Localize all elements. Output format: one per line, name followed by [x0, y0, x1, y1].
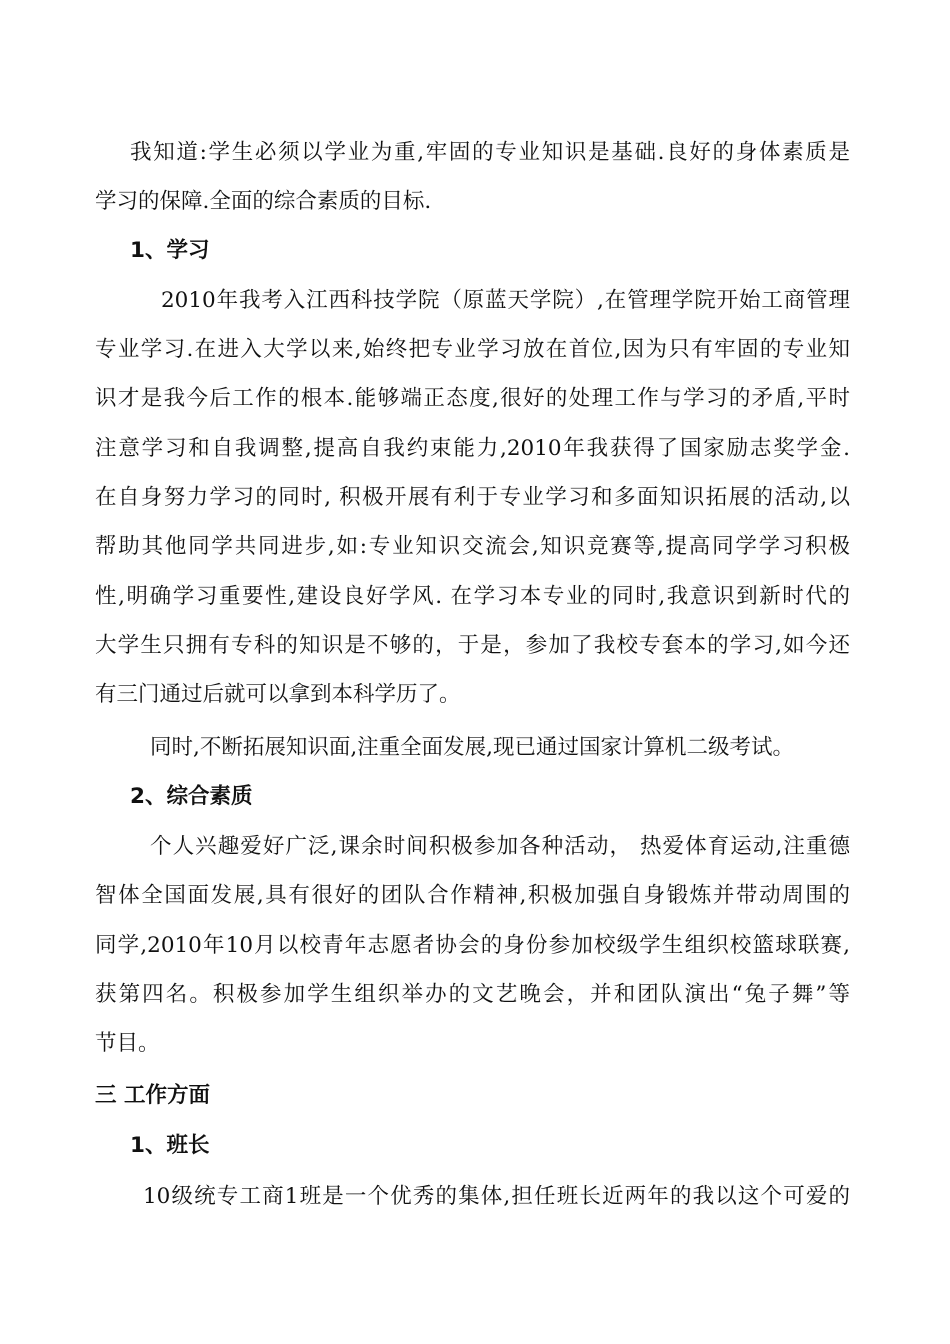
study-line-5: 在自身努力学习的同时, 积极开展有利于专业学习和多面知识拓展的活动,以 — [95, 485, 850, 510]
section-heading-monitor: 1、班长 — [130, 1133, 210, 1158]
intro-line-2: 学习的保障.全面的综合素质的目标. — [95, 189, 432, 214]
study-line-9: 有三门通过后就可以拿到本科学历了。 — [95, 682, 461, 707]
section-heading-quality: 2、综合素质 — [130, 784, 253, 809]
section-heading-study: 1、学习 — [130, 238, 210, 263]
monitor-line-1: 10级统专工商1班是一个优秀的集体,担任班长近两年的我以这个可爱的 — [143, 1184, 850, 1209]
quality-line-2: 智体全国面发展,具有很好的团队合作精神,积极加强自身锻炼并带动周围的 — [95, 883, 850, 908]
intro-line-1: 我知道:学生必须以学业为重,牢固的专业知识是基础.良好的身体素质是 — [130, 140, 850, 165]
study-line-8: 大学生只拥有专科的知识是不够的，于是，参加了我校专套本的学习,如今还 — [95, 633, 850, 658]
computer-exam-line: 同时,不断拓展知识面,注重全面发展,现已通过国家计算机二级考试。 — [150, 735, 795, 760]
study-line-6: 帮助其他同学共同进步,如:专业知识交流会,知识竞赛等,提高同学学习积极 — [95, 534, 850, 559]
quality-line-4: 获第四名。积极参加学生组织举办的文艺晚会，并和团队演出“兔子舞”等 — [95, 982, 850, 1007]
study-line-7: 性,明确学习重要性,建设良好学风. 在学习本专业的同时,我意识到新时代的 — [95, 584, 850, 609]
quality-line-5: 节目。 — [95, 1031, 160, 1056]
study-line-2: 专业学习.在进入大学以来,始终把专业学习放在首位,因为只有牢固的专业知 — [95, 337, 850, 362]
section-heading-work: 三 工作方面 — [95, 1083, 210, 1108]
quality-line-3: 同学,2010年10月以校青年志愿者协会的身份参加校级学生组织校篮球联赛, — [95, 933, 850, 958]
study-line-1: 2010年我考入江西科技学院（原蓝天学院）,在管理学院开始工商管理 — [161, 288, 850, 313]
study-line-4: 注意学习和自我调整,提高自我约束能力,2010年我获得了国家励志奖学金. — [95, 436, 850, 461]
quality-line-1: 个人兴趣爱好广泛,课余时间积极参加各种活动， 热爱体育运动,注重德 — [150, 834, 850, 859]
study-line-3: 识才是我今后工作的根本.能够端正态度,很好的处理工作与学习的矛盾,平时 — [95, 386, 850, 411]
